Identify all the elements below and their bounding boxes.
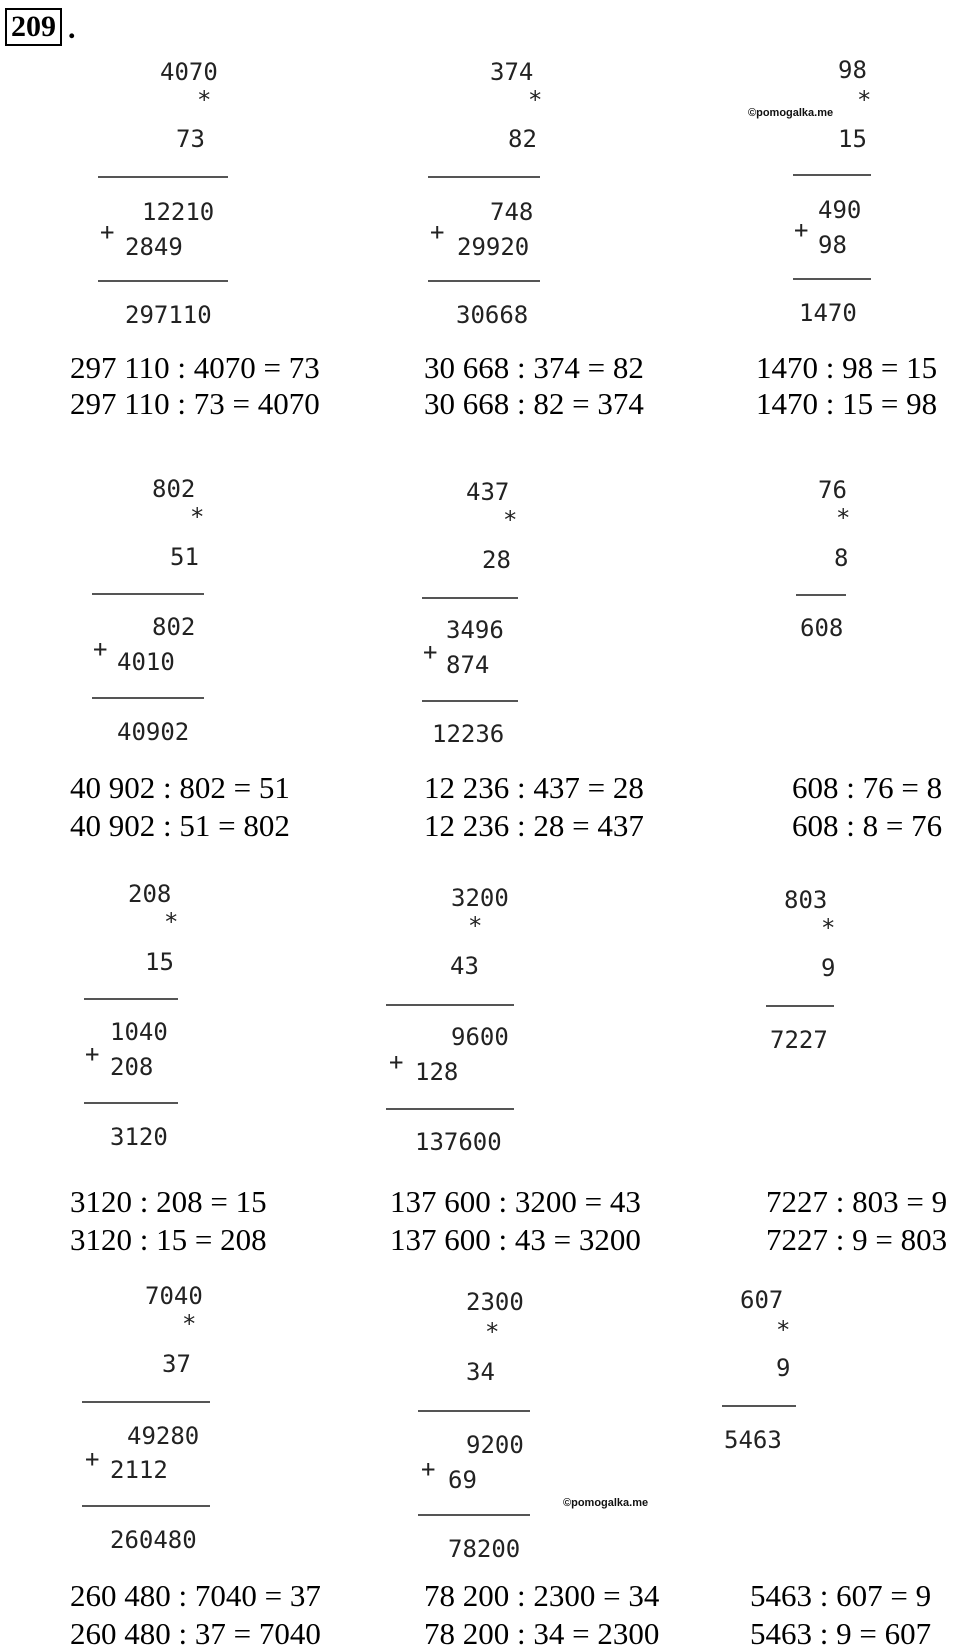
plus-sign: + <box>85 1040 100 1068</box>
product-line <box>766 1005 834 1007</box>
partial-product-2: 874 <box>446 651 490 679</box>
product-result: 40902 <box>117 718 190 746</box>
product-line <box>98 176 228 178</box>
multiplier: 9 <box>776 1354 791 1382</box>
partial-product-2: 69 <box>448 1466 477 1494</box>
sum-line <box>84 1102 178 1104</box>
multiply-sign: * <box>776 1316 791 1344</box>
multiply-sign: * <box>190 503 205 531</box>
multiplicand: 208 <box>128 880 172 908</box>
product-line <box>386 1004 514 1006</box>
multiply-sign: * <box>468 912 483 940</box>
partial-product-1: 802 <box>152 613 196 641</box>
plus-sign: + <box>430 218 445 246</box>
sum-line <box>92 697 204 699</box>
product-line <box>418 1410 530 1412</box>
division-check-2: 5463 : 9 = 607 <box>750 1616 932 1651</box>
partial-product-1: 9200 <box>466 1431 524 1459</box>
product-result: 608 <box>800 614 844 642</box>
multiplier: 73 <box>176 125 205 153</box>
partial-product-2: 2849 <box>125 233 183 261</box>
multiplicand: 803 <box>784 886 828 914</box>
multiplicand: 98 <box>838 56 867 84</box>
multiplicand: 76 <box>818 476 847 504</box>
division-check-2: 12 236 : 28 = 437 <box>424 808 644 843</box>
product-result: 297110 <box>125 301 212 329</box>
multiplier: 82 <box>508 125 537 153</box>
multiply-sign: * <box>821 914 836 942</box>
product-result: 5463 <box>724 1426 782 1454</box>
product-line <box>428 176 540 178</box>
multiplier: 34 <box>466 1358 495 1386</box>
division-check-2: 297 110 : 73 = 4070 <box>70 386 320 421</box>
multiply-sign: * <box>485 1318 500 1346</box>
division-check-1: 1470 : 98 = 15 <box>756 350 938 385</box>
multiplicand: 2300 <box>466 1288 524 1316</box>
product-line <box>793 174 871 176</box>
exercise-number-dot: . <box>68 12 76 45</box>
plus-sign: + <box>389 1048 404 1076</box>
partial-product-2: 128 <box>415 1058 459 1086</box>
multiplier: 15 <box>145 948 174 976</box>
product-line <box>82 1401 210 1403</box>
sum-line <box>98 280 228 282</box>
partial-product-2: 4010 <box>117 648 175 676</box>
partial-product-1: 49280 <box>127 1422 200 1450</box>
product-result: 78200 <box>448 1535 521 1563</box>
division-check-1: 7227 : 803 = 9 <box>766 1184 948 1219</box>
division-check-1: 3120 : 208 = 15 <box>70 1184 267 1219</box>
product-line <box>84 998 178 1000</box>
multiply-sign: * <box>164 908 179 936</box>
product-line <box>422 597 518 599</box>
partial-product-1: 12210 <box>142 198 215 226</box>
product-result: 30668 <box>456 301 529 329</box>
multiplicand: 4070 <box>160 58 218 86</box>
multiplier: 8 <box>834 544 849 572</box>
multiply-sign: * <box>528 86 543 114</box>
multiplicand: 437 <box>466 478 510 506</box>
division-check-2: 608 : 8 = 76 <box>792 808 943 843</box>
division-check-2: 260 480 : 37 = 7040 <box>70 1616 321 1651</box>
sum-line <box>422 700 518 702</box>
plus-sign: + <box>93 635 108 663</box>
partial-product-1: 490 <box>818 196 862 224</box>
multiplicand: 374 <box>490 58 534 86</box>
plus-sign: + <box>421 1455 436 1483</box>
division-check-2: 30 668 : 82 = 374 <box>424 386 644 421</box>
watermark: ©pomogalka.me <box>563 1497 649 1509</box>
partial-product-1: 748 <box>490 198 534 226</box>
product-result: 137600 <box>415 1128 502 1156</box>
product-result: 1470 <box>799 299 857 327</box>
multiplicand: 607 <box>740 1286 784 1314</box>
partial-product-2: 2112 <box>110 1456 168 1484</box>
division-check-1: 30 668 : 374 = 82 <box>424 350 644 385</box>
multiplicand: 7040 <box>145 1282 203 1310</box>
product-result: 12236 <box>432 720 505 748</box>
sum-line <box>793 278 871 280</box>
partial-product-2: 98 <box>818 231 847 259</box>
division-check-2: 3120 : 15 = 208 <box>70 1222 267 1257</box>
partial-product-1: 1040 <box>110 1018 168 1046</box>
division-check-2: 1470 : 15 = 98 <box>756 386 938 421</box>
plus-sign: + <box>423 638 438 666</box>
division-check-1: 78 200 : 2300 = 34 <box>424 1578 660 1613</box>
multiplier: 15 <box>838 125 867 153</box>
division-check-2: 137 600 : 43 = 3200 <box>390 1222 641 1257</box>
division-check-1: 12 236 : 437 = 28 <box>424 770 644 805</box>
product-line <box>796 594 846 596</box>
sum-line <box>418 1514 530 1516</box>
division-check-1: 260 480 : 7040 = 37 <box>70 1578 321 1613</box>
division-check-2: 40 902 : 51 = 802 <box>70 808 290 843</box>
product-line <box>722 1405 796 1407</box>
product-result: 3120 <box>110 1123 168 1151</box>
division-check-1: 137 600 : 3200 = 43 <box>390 1184 641 1219</box>
product-result: 260480 <box>110 1526 197 1554</box>
multiplier: 9 <box>821 954 836 982</box>
multiplier: 43 <box>450 952 479 980</box>
multiplier: 28 <box>482 546 511 574</box>
multiply-sign: * <box>197 86 212 114</box>
plus-sign: + <box>794 216 809 244</box>
multiplier: 51 <box>170 543 199 571</box>
sum-line <box>386 1108 514 1110</box>
multiply-sign: * <box>182 1310 197 1338</box>
plus-sign: + <box>85 1445 100 1473</box>
division-check-1: 297 110 : 4070 = 73 <box>70 350 320 385</box>
division-check-2: 78 200 : 34 = 2300 <box>424 1616 660 1651</box>
multiplicand: 802 <box>152 475 196 503</box>
division-check-2: 7227 : 9 = 803 <box>766 1222 948 1257</box>
sum-line <box>428 280 540 282</box>
partial-product-2: 29920 <box>457 233 530 261</box>
exercise-number: 209 <box>5 8 62 46</box>
multiply-sign: * <box>857 86 872 114</box>
division-check-1: 5463 : 607 = 9 <box>750 1578 932 1613</box>
partial-product-1: 3496 <box>446 616 504 644</box>
partial-product-1: 9600 <box>451 1023 509 1051</box>
multiplier: 37 <box>162 1350 191 1378</box>
multiplicand: 3200 <box>451 884 509 912</box>
product-result: 7227 <box>770 1026 828 1054</box>
partial-product-2: 208 <box>110 1053 154 1081</box>
product-line <box>92 593 204 595</box>
multiply-sign: * <box>503 506 518 534</box>
division-check-1: 608 : 76 = 8 <box>792 770 943 805</box>
sum-line <box>82 1505 210 1507</box>
division-check-1: 40 902 : 802 = 51 <box>70 770 290 805</box>
multiply-sign: * <box>836 504 851 532</box>
plus-sign: + <box>100 218 115 246</box>
watermark: ©pomogalka.me <box>748 107 834 119</box>
